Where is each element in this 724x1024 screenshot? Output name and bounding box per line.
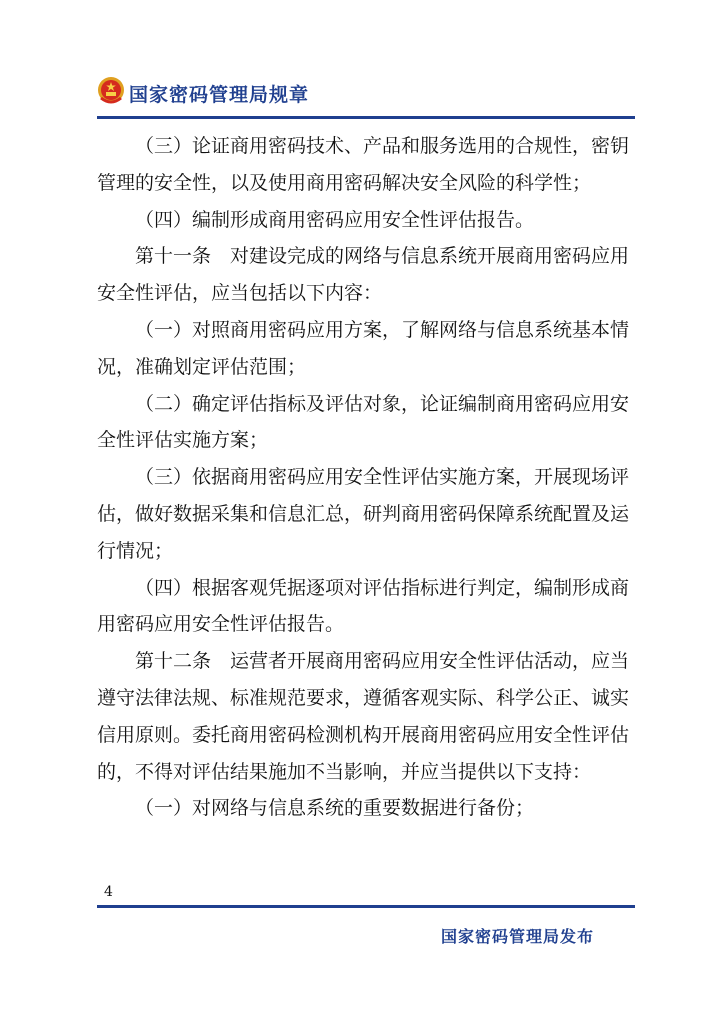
header-rule bbox=[97, 116, 635, 119]
footer-publisher: 国家密码管理局发布 bbox=[440, 927, 594, 946]
header-title: 国家密码管理局规章 bbox=[129, 84, 310, 106]
paragraph: （四）根据客观凭据逐项对评估指标进行判定，编制形成商用密码应用安全性评估报告。 bbox=[97, 576, 630, 636]
article-paragraph: 第十一条 对建设完成的网络与信息系统开展商用密码应用安全性评估，应当包括以下内容： bbox=[97, 245, 630, 305]
page-header bbox=[97, 76, 635, 116]
paragraph: （一）对照商用密码应用方案，了解网络与信息系统基本情况，准确划定评估范围； bbox=[97, 318, 630, 378]
national-emblem-icon bbox=[97, 76, 125, 106]
paragraph: （三）论证商用密码技术、产品和服务选用的合规性，密钥管理的安全性，以及使用商用密码解决安全风险的科学性； bbox=[97, 135, 630, 194]
paragraph: （三）依据商用密码应用安全性评估实施方案，开展现场评估，做好数据采集和信息汇总，研判商用密码保障系统配置及运行情况； bbox=[97, 466, 630, 562]
page-number: 4 bbox=[104, 884, 113, 900]
paragraph: （一）对网络与信息系统的重要数据进行备份； bbox=[135, 797, 535, 820]
article-paragraph: 第十二条 运营者开展商用密码应用安全性评估活动，应当遵守法律法规、标准规范要求，遵循客观实际、科学公正、诚实信用原则。委托商用密码检测机构开展商用密码应用安全性评估的，不得对评估结果施加不当影响，并应当提供以下支持： bbox=[97, 650, 630, 783]
footer-rule bbox=[97, 905, 635, 908]
document-body bbox=[97, 128, 635, 827]
paragraph: （二）确定评估指标及评估对象，论证编制商用密码应用安全性评估实施方案； bbox=[97, 392, 630, 452]
paragraph: （四）编制形成商用密码应用安全性评估报告。 bbox=[135, 208, 535, 231]
